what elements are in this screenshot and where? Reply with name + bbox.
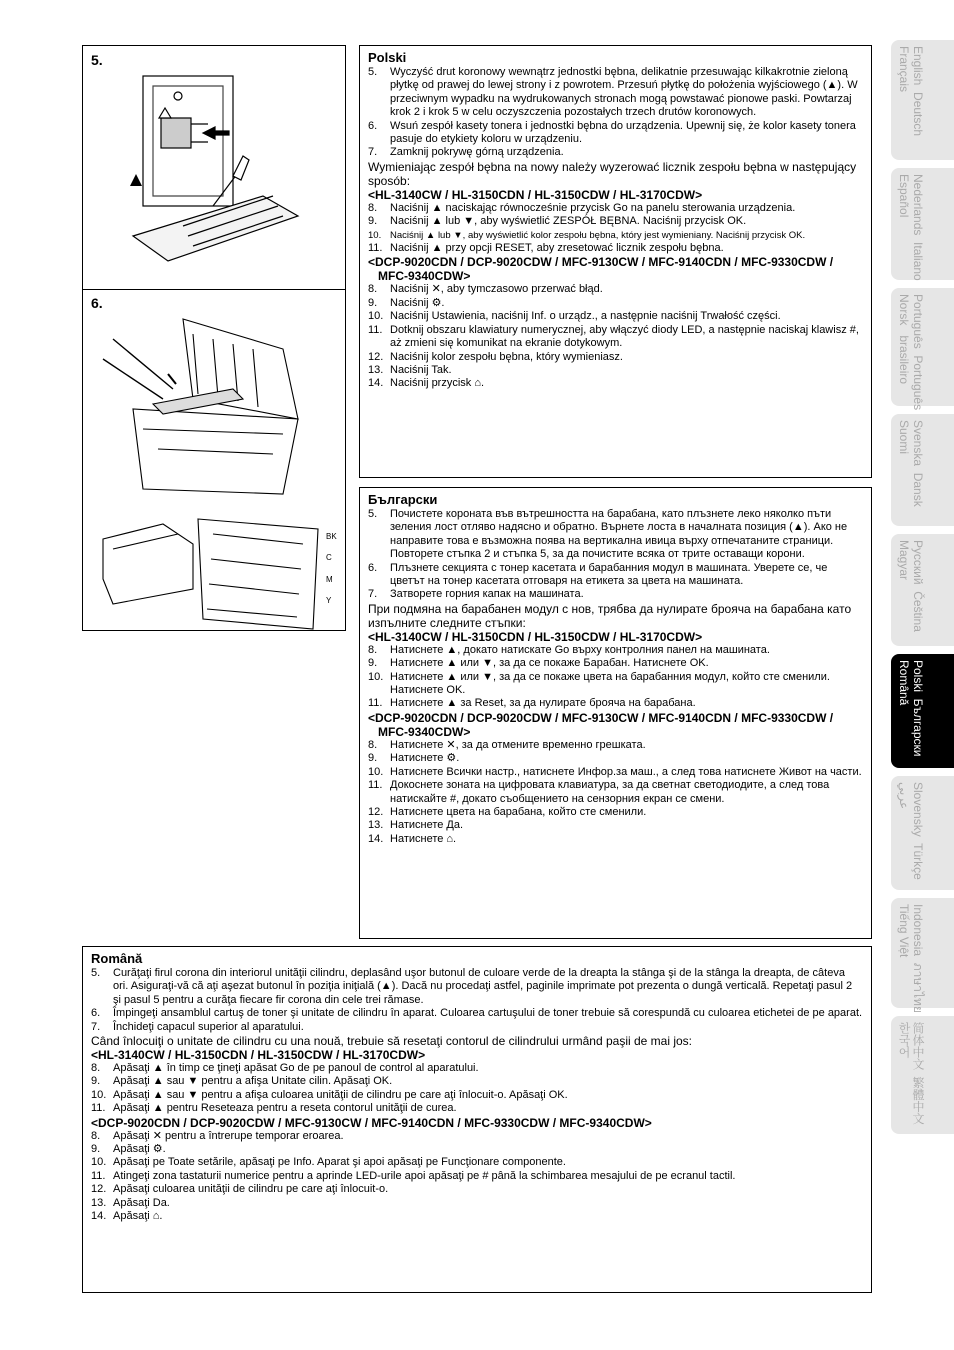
step-item: 13. Naciśnij Tak. [368,363,452,376]
model-heading: <HL-3140CW / HL-3150CDN / HL-3150CDW / HL-3170CDW> [368,629,703,644]
section-romana [82,946,872,1293]
tab-english-deutsch-francais[interactable]: English Deutsch Français [891,40,954,160]
step-item: 11. Dotknij obszaru klawiatury numerycznej, aby włączyć diody LED, a następnie naciskaj klawisz #, aż zmieni się komunikat na ekranie dotykowym. [368,323,859,350]
color-label-y: Y [326,596,332,605]
tab-portugues-norsk[interactable]: Português Português Norsk brasileiro [891,288,954,406]
tab-polski-bulgarski-romana[interactable]: Polski Български Română [891,654,954,768]
step-item: 8. Naciśnij ▲ naciskając równocześnie przycisk Go na panelu sterowania urządzenia. [368,201,796,214]
step-item: 9. Naciśnij ⚙. [368,296,445,309]
section-bulgarski [359,487,872,939]
step-item: 13. Натиснете Да. [368,819,464,832]
intro-text: Wymieniając zespół bębna na nowy należy wyzerować licznik zespołu bębna w następujący sposób: [368,159,857,188]
color-label-m: M [326,575,333,584]
step-item: 14. Натиснете ⌂. [368,832,457,845]
step-item: 10. Натиснете ▲ или ▼, за да се покаже цвета на барабанния модул, който сте сменили. Натиснете OK. [368,670,830,697]
model-heading: <DCP-9020CDN / DCP-9020CDW / MFC-9130CW / MFC-9140CDN / MFC-9330CDW / MFC-9340CDW> [368,255,834,284]
figure-step-5 [83,46,345,290]
model-heading: <HL-3140CW / HL-3150CDN / HL-3150CDW / HL-3170CDW> [91,1048,426,1063]
step-item: 7. Închideţi capacul superior al aparatului. [91,1020,304,1033]
drum-cleaning-illustration [83,46,345,289]
step-item: 6. Wsuń zespół kasety tonera i jednostki bębna do urządzenia. Upewnij się, że kolor kasety tonera pasuje do etykiety koloru w urządzeniu. [368,119,856,146]
step-item: 5. Wyczyść drut koronowy wewnątrz jednostki bębna, delikatnie przesuwając kilkakrotnie zieloną płytkę od prawej do lewej strony i z powrotem. Przesuń płytkę do położenia wyjściowego (▲). W przeciwnym wypadku na wydrukowanych stronach mogą powstawać pionowe paski. Powtarzaj krok 2 i krok 5 w celu oczyszczenia pozostałych trzech drutów koronowych. [368,66,858,119]
tab-russian-cestina-magyar[interactable]: Русский Čeština Magyar [891,534,954,646]
section-title: Български [368,492,438,507]
step-6-number: 6. [91,295,103,311]
step-item: 11. Naciśnij ▲ przy opcji RESET, aby zresetować licznik zespołu bębna. [368,242,724,255]
section-title: Polski [368,50,407,65]
step-item: 9. Натиснете ▲ или ▼, за да се покаже Барабан. Натиснете OK. [368,657,709,670]
step-item: 9. Apăsaţi ▲ sau ▼ pentru a afişa Unitate cilin. Apăsaţi OK. [91,1075,393,1088]
intro-text: При подмяна на барабанен модул с нов, трябва да нулирате брояча на барабана като изпълните следните стъпки: [368,601,852,630]
step-item: 8. Naciśnij ✕, aby tymczasowo przerwać błąd. [368,283,603,296]
step-item: 12. Apăsaţi culoarea unităţii de cilindru pe care aţi înlocuit-o. [91,1183,389,1196]
step-item: 10. Apăsaţi pe Toate setările, apăsaţi pe Info. Aparat şi apoi apăsaţi pe Funcţionare componente. [91,1156,566,1169]
step-item: 9. Натиснете ⚙. [368,752,460,765]
color-label-bk: BK [326,532,337,541]
step-item: 7. Zamknij pokrywę górną urządzenia. [368,146,564,159]
tab-nederlands-italiano-espanol[interactable]: Nederlands Italiano Español [891,168,954,280]
step-item: 5. Curăţaţi firul corona din interiorul unităţii cilindru, deplasând uşor butonul de culoare verde de la dreapta la stânga şi de la stânga la dreapta, de câteva ori. Asiguraţi-vă că aţi aşezat butonul în poziţia iniţială (▲). Dacă nu procedaţi astfel, paginile imprimate pot prezenta o dungă verticală. Repetaţi pasul 2 şi pasul 5 pentru a curăţa fiecare fir corona din cele trei rămase. [91,967,853,1006]
color-label-c: C [326,553,332,562]
step-item: 13. Apăsaţi Da. [91,1196,170,1209]
step-item: 11. Apăsaţi ▲ pentru Reseteaza pentru a reseta contorul unităţii de curea. [91,1102,457,1115]
tab-chinese-korean[interactable]: 简体中文 繁體中文 한국어 [891,1016,954,1134]
step-item: 8. Apăsaţi ✕ pentru a întrerupe temporar eroarea. [91,1129,344,1142]
intro-text: Când înlocuiţi o unitate de cilindru cu una nouă, trebuie să resetaţi contorul de cilindrului urmând paşii de mai jos: [91,1034,693,1049]
step-item: 10. Натиснете Всички настр., натиснете Инфор.за маш., а след това натиснете Живот на части. [368,765,862,778]
section-title: Română [91,951,143,966]
step-item: 11. Atingeţi zona tastaturii numerice pentru a aprinde LED-urile apoi apăsaţi pe # până la schimbarea mesajului de pe ecranul tactil. [91,1169,736,1182]
step-item: 10. Naciśnij ▲ lub ▼, aby wyświetlić kolor zespołu bębna, który jest wymieniany. Naciśnij przycisk OK. [368,229,806,241]
figure-step-6 [83,289,345,630]
insert-drum-illustration [83,289,345,630]
step-item: 8. Натиснете ✕, за да отмените временно грешката. [368,738,646,751]
step-item: 6. Плъзнете секцията с тонер касетата и барабанния модул в машината. Уверете се, че цветът на тонер касетата отговаря на етикета за цвета на машината. [368,561,828,588]
model-heading: <DCP-9020CDN / DCP-9020CDW / MFC-9130CW / MFC-9140CDN / MFC-9330CDW / MFC-9340CDW> [368,710,834,739]
step-item: 6. Împingeţi ansamblul cartuş de toner şi unitate de cilindru în aparat. Culoarea cartuşului de toner trebuie să corespundă cu culoarea etichetei de pe aparat. [91,1007,863,1020]
model-heading: <HL-3140CW / HL-3150CDN / HL-3150CDW / HL-3170CDW> [368,187,703,202]
step-item: 12. Натиснете цвета на барабана, който сте сменили. [368,805,647,818]
step-item: 8. Apăsaţi ▲ în timp ce ţineţi apăsat Go de pe panoul de control al aparatului. [91,1062,479,1075]
step-item: 11. Натиснете ▲ за Reset, за да нулирате брояча на барабана. [368,697,696,710]
step-item: 9. Apăsaţi ⚙. [91,1143,166,1156]
step-item: 12. Naciśnij kolor zespołu bębna, który wymieniasz. [368,350,623,363]
section-polski [359,45,872,478]
tab-slovensky-turkce-arabic[interactable]: Slovensky Türkçe عربي [891,776,954,890]
tab-indonesia-thai-vietnamese[interactable]: Indonesia ภาษาไทย Tiếng Việt [891,898,954,1008]
step-item: 8. Натиснете ▲, докато натискате Go върху контролния панел на машината. [368,643,770,656]
step-item: 14. Apăsaţi ⌂. [91,1210,163,1223]
step-5-number: 5. [91,52,103,68]
step-item: 11. Докоснете зоната на цифровата клавиатура, за да светнат светодиодите, а след това натискайте #, докато съобщението на сензорния екран се смени. [368,779,830,805]
step-item: 10. Apăsaţi ▲ sau ▼ pentru a afişa culoarea unităţii de cilindru pe care aţi înlocuit-o. Apăsaţi OK. [91,1088,568,1101]
step-item: 7. Затворете горния капак на машината. [368,588,584,601]
tab-svenska-dansk-suomi[interactable]: Svenska Dansk Suomi [891,414,954,526]
step-item: 14. Naciśnij przycisk ⌂. [368,377,485,390]
step-item: 5. Почистете короната във вътрешността на барабана, като плъзнете леко няколко пъти зеления лост отляво надясно и обратно. Върнете лоста в началната позиция (▲). Ако не направите това е възможна появa на вертикална ивица върху отпечатаните страници. Повторете стъпка 2 и стъпка 5, за да почистите всяка от трите оставащи корони. [368,508,848,561]
step-item: 10. Naciśnij Ustawienia, naciśnij Inf. o urządz., a następnie naciśnij Trwałość części. [368,310,781,323]
figure-panel [82,45,346,631]
model-heading: <DCP-9020CDN / DCP-9020CDW / MFC-9130CW / MFC-9140CDN / MFC-9330CDW / MFC-9340CDW> [91,1115,652,1130]
step-item: 9. Naciśnij ▲ lub ▼, aby wyświetlić ZESPÓŁ BĘBNA. Naciśnij przycisk OK. [368,215,747,228]
